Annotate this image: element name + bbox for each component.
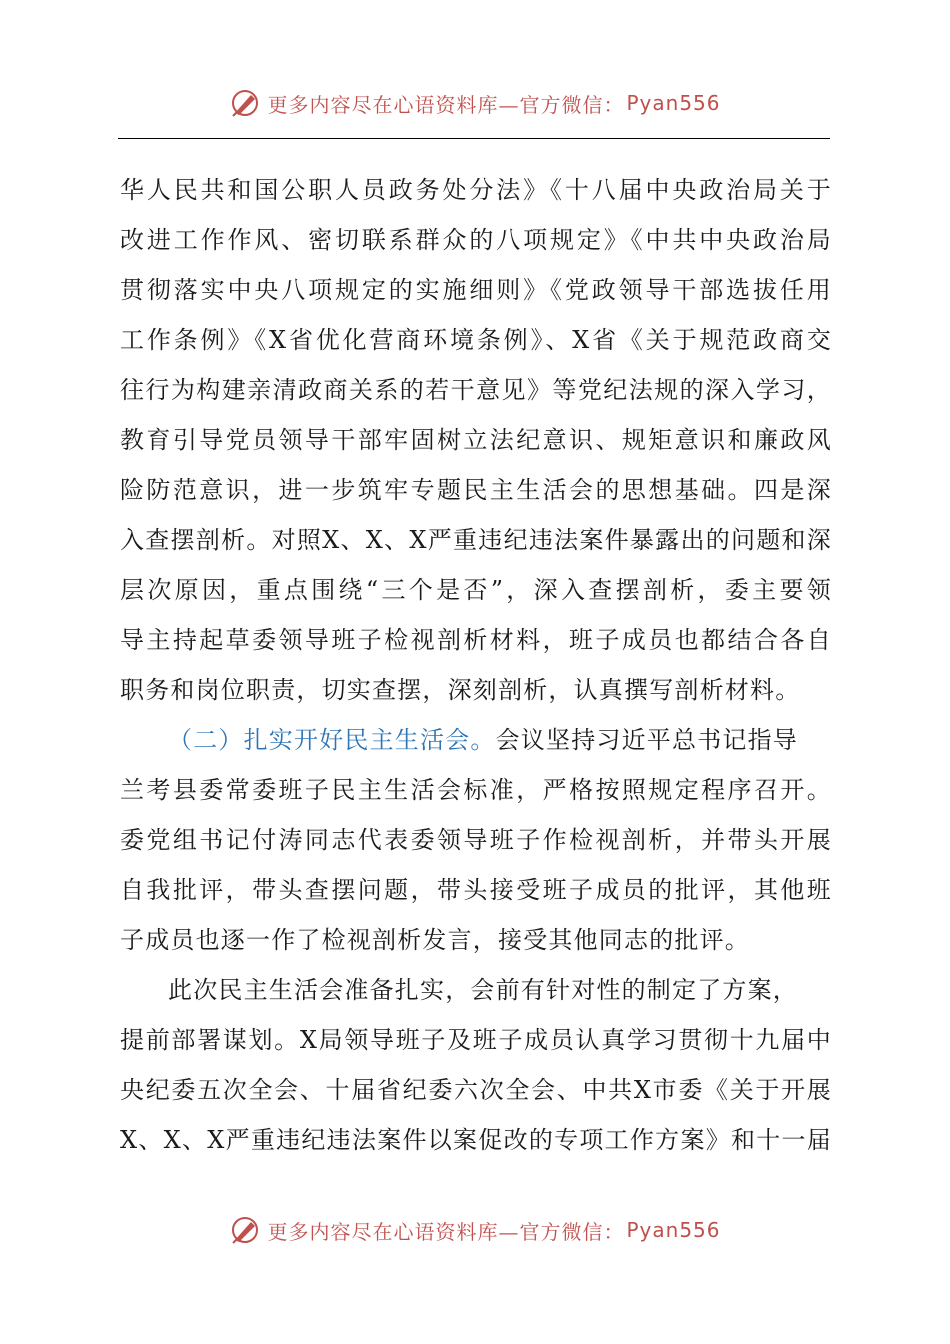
text-line: 华人民共和国公职人员政务处分法》《十八届中央政治局关于 [120,176,832,204]
text-line: 子成员也逐一作了检视剖析发言，接受其他同志的批评。 [120,926,750,954]
pen-logo-icon [229,1214,261,1246]
text-line: 职务和岗位职责，切实查摆，深刻剖析，认真撰写剖析材料。 [120,676,801,704]
text-line: 导主持起草委领导班子检视剖析材料，班子成员也都结合各自 [120,626,832,654]
text-line: 自我批评，带头查摆问题，带头接受班子成员的批评，其他班 [120,876,832,904]
text-line: 委党组书记付涛同志代表委领导班子作检视剖析，并带头开展 [120,826,832,854]
text-line: 工作条例》《X省优化营商环境条例》、X省《关于规范政商交 [120,326,832,354]
header-wechat-id: Pyan556 [626,91,721,115]
header-divider [118,138,830,139]
text-span: 会议坚持习近平总书记指导 [495,726,799,754]
document-body [120,165,832,1165]
text-line: 提前部署谋划。X局领导班子及班子成员认真学习贯彻十九届中 [120,1026,832,1054]
text-line: 教育引导党员领导干部牢固树立法纪意识、规矩意识和廉政风 [120,426,832,454]
text-line: 入查摆剖析。对照X、X、X严重违纪违法案件暴露出的问题和深 [120,526,832,554]
footer-watermark [0,1210,950,1250]
footer-text: 更多内容尽在心语资料库—官方微信： [267,1219,625,1244]
header-watermark [0,83,950,123]
text-line: 央纪委五次全会、十届省纪委六次全会、中共X市委《关于开展 [120,1076,832,1104]
section-heading-line [120,715,832,765]
text-line: X、X、X严重违纪违法案件以案促改的专项工作方案》和十一届 [120,1126,832,1154]
section-heading: （二）扎实开好民主生活会。 [168,726,496,754]
header-text: 更多内容尽在心语资料库—官方微信： [267,92,625,117]
text-line: 险防范意识，进一步筑牢专题民主生活会的思想基础。四是深 [120,476,832,504]
text-line: 贯彻落实中央八项规定的实施细则》《党政领导干部选拔任用 [120,276,832,304]
text-line: 层次原因，重点围绕“三个是否”，深入查摆剖析，委主要领 [120,576,832,604]
text-line: 改进工作作风、密切联系群众的八项规定》《中共中央政治局 [120,226,832,254]
pen-logo-icon [229,87,261,119]
text-line: 此次民主生活会准备扎实，会前有针对性的制定了方案， [168,976,798,1004]
text-line: 往行为构建亲清政商关系的若干意见》等党纪法规的深入学习， [120,376,832,404]
footer-wechat-id: Pyan556 [626,1218,721,1242]
text-line: 兰考县委常委班子民主生活会标准，严格按照规定程序召开。 [120,776,832,804]
